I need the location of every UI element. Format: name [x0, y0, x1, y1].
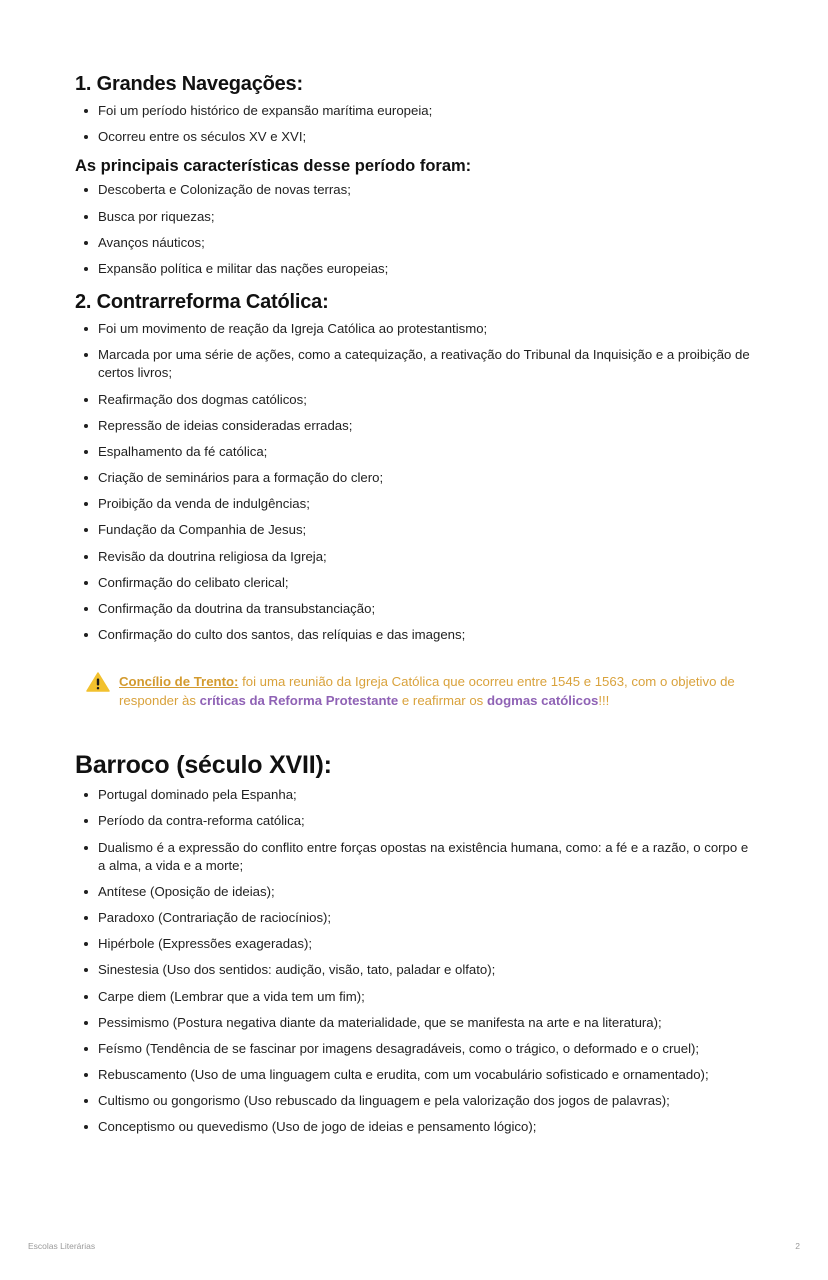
list-item: Antítese (Oposição de ideias); [75, 883, 755, 901]
list-item: Marcada por uma série de ações, como a catequização, a reativação do Tribunal da Inquisição e a proibição de certos livros; [75, 346, 755, 382]
list-item: Avanços náuticos; [75, 234, 755, 252]
list-item: Ocorreu entre os séculos XV e XVI; [75, 128, 755, 146]
list-item: Rebuscamento (Uso de uma linguagem culta e erudita, com um vocabulário sofisticado e ornamentado); [75, 1066, 755, 1084]
heading-grandes-navegacoes: 1. Grandes Navegações: [75, 73, 303, 95]
list-item: Reafirmação dos dogmas católicos; [75, 391, 755, 409]
list-item: Confirmação da doutrina da transubstanciação; [75, 600, 755, 618]
footer-page-number: 2 [795, 1241, 800, 1251]
list-item: Hipérbole (Expressões exageradas); [75, 935, 755, 953]
list-item: Paradoxo (Contrariação de raciocínios); [75, 909, 755, 927]
warning-icon [86, 672, 110, 692]
list-item: Feísmo (Tendência de se fascinar por imagens desagradáveis, como o trágico, o deformado e o cruel); [75, 1040, 755, 1058]
list-item: Descoberta e Colonização de novas terras; [75, 181, 755, 199]
concilio-trento-callout [86, 672, 746, 710]
list-item: Sinestesia (Uso dos sentidos: audição, visão, tato, paladar e olfato); [75, 961, 755, 979]
list-item: Fundação da Companhia de Jesus; [75, 521, 755, 539]
heading-contrarreforma: 2. Contrarreforma Católica: [75, 291, 329, 314]
footer-document-title: Escolas Literárias [28, 1241, 96, 1251]
list-item: Foi um período histórico de expansão marítima europeia; [75, 102, 755, 120]
list-item: Repressão de ideias consideradas erradas; [75, 417, 755, 435]
list-item: Conceptismo ou quevedismo (Uso de jogo de ideias e pensamento lógico); [75, 1118, 755, 1136]
list-item: Criação de seminários para a formação do clero; [75, 469, 755, 487]
callout-text: foi uma reunião da Igreja Católica que ocorreu entre 1545 e 1563, com o objetivo de responder às [119, 674, 735, 709]
list-item: Proibição da venda de indulgências; [75, 495, 755, 513]
list-item: Pessimismo (Postura negativa diante da materialidade, que se manifesta na arte e na literatura); [75, 1014, 755, 1032]
callout-title: Concílio de Trento: [119, 674, 239, 690]
list-item: Dualismo é a expressão do conflito entre forças opostas na existência humana, como: a fé e a razão, o corpo e a alma, a vida e a morte; [75, 839, 755, 875]
heading-barroco: Barroco (século XVII): [75, 751, 332, 780]
list-barroco [75, 786, 755, 1136]
list-item: Período da contra-reforma católica; [75, 812, 755, 830]
list-item: Busca por riquezas; [75, 208, 755, 226]
list-item: Portugal dominado pela Espanha; [75, 786, 755, 804]
list-item: Confirmação do celibato clerical; [75, 574, 755, 592]
list-item: Espalhamento da fé católica; [75, 443, 755, 461]
list-item: Foi um movimento de reação da Igreja Católica ao protestantismo; [75, 320, 755, 338]
list-item: Confirmação do culto dos santos, das relíquias e das imagens; [75, 626, 755, 644]
list-item: Revisão da doutrina religiosa da Igreja; [75, 548, 755, 566]
callout-text: e reafirmar os [398, 693, 487, 709]
callout-text: !!! [598, 693, 610, 709]
callout-emphasis: dogmas católicos [486, 693, 599, 709]
list-item: Cultismo ou gongorismo (Uso rebuscado da linguagem e pela valorização dos jogos de palavras); [75, 1092, 755, 1110]
document-page [75, 70, 755, 1145]
list-contrarreforma [75, 320, 755, 644]
subheading-caracteristicas: As principais características desse período foram: [75, 157, 472, 176]
list-grandes-navegacoes [75, 102, 755, 146]
callout-emphasis: críticas da Reforma Protestante [199, 693, 399, 709]
list-item: Carpe diem (Lembrar que a vida tem um fim); [75, 988, 755, 1006]
list-caracteristicas [75, 181, 755, 278]
list-item: Expansão política e militar das nações europeias; [75, 260, 755, 278]
